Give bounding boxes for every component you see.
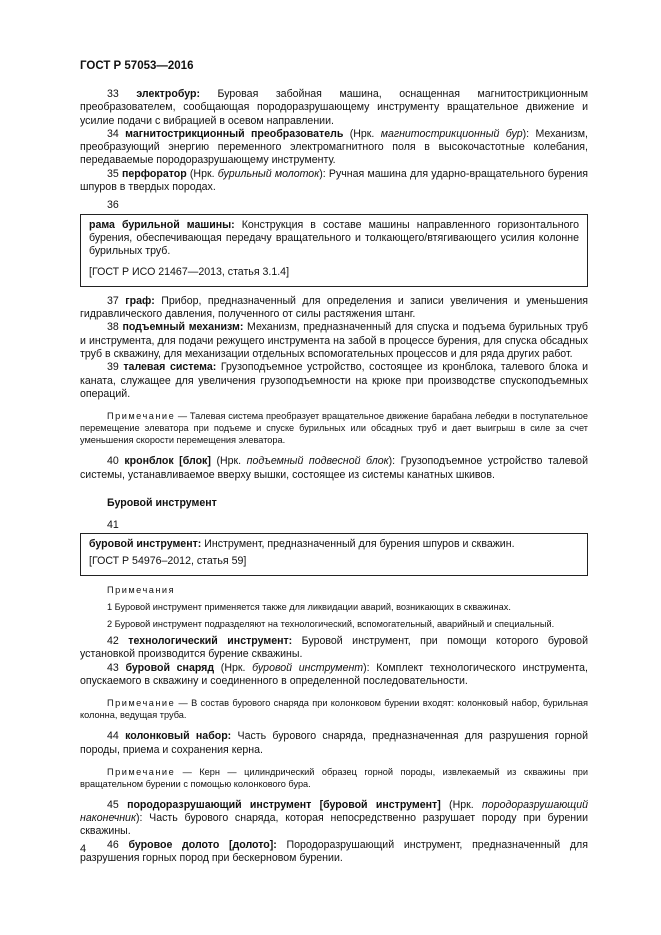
- term-39: 39 талевая система: Грузоподъемное устройство, состоящее из кронблока, талевого блока и каната, служащее для увеличения грузоподъемности на крюке при производстве спускоподъемных операций.: [80, 361, 588, 400]
- term-40: 40 кронблок [блок] (Нрк. подъемный подвесной блок): Грузоподъемное устройство талевой системы, устанавливаемое вверху вышки, состоящее из системы канатных шкивов.: [80, 455, 588, 481]
- term-36-reference: [ГОСТ Р ИСО 21467—2013, статья 3.1.4]: [89, 265, 290, 278]
- notes-41-label: Примечания: [107, 585, 176, 596]
- note-44: Примечание — Керн — цилиндрический образец горной породы, извлекаемый из скважины при вращательном бурении с помощью колонкового бура.: [80, 766, 588, 789]
- term-36-number: 36: [107, 199, 119, 212]
- term-36-box: [80, 214, 588, 287]
- term-37: 37 граф: Прибор, предназначенный для определения и записи увеличения и уменьшения гидравлического давления, полученного от силы растяжения штанг.: [80, 294, 588, 321]
- term-38: 38 подъемный механизм: Механизм, предназначенный для спуска и подъема бурильных труб и инструмента, для подачи режущего инструмента на забой в процессе бурения, для спуска обсадных труб в скважину, для механизации отдельных вспомогательных процессов и для ряда других работ.: [80, 321, 588, 361]
- term-34: 34 магнитострикционный преобразователь (Нрк. магнитострикционный бур): Механизм, преобразующий энергию переменного электромагнитного поля в высокочастотные колебания, передаваемые породоразрушающему инструменту.: [80, 127, 588, 167]
- term-41-number: 41: [107, 519, 119, 532]
- note-43: Примечание — В состав бурового снаряда при колонковом бурении входят: колонковый набор, бурильная колонна, ведущая труба.: [80, 698, 588, 721]
- term-44: 44 колонковый набор: Часть бурового снаряда, предназначенная для разрушения горной породы, приема и сохранения керна.: [80, 730, 588, 756]
- term-45: 45 породоразрушающий инструмент [буровой инструмент] (Нрк. породоразрушающий наконечник): Часть бурового снаряда, которая непосредственно разрушает породу при бурении скважины.: [80, 798, 588, 838]
- term-36: рама бурильной машины: Конструкция в составе машины направленного горизонтального бурения, обеспечивающая передачу вращательного и толкающего/втягивающего усилия колонне бурильных труб.: [89, 218, 579, 258]
- note-41-1: 1 Буровой инструмент применяется также для ликвидации аварий, возникающих в скважинах.: [107, 602, 511, 613]
- note-39: Примечание — Талевая система преобразует вращательное движение барабана лебедки в поступательное перемещение элеватора при подъеме и спуске бурильных или обсадных труб и дает выигрыш в силе за счет уменьшения скорости перемещения элеватора.: [80, 411, 588, 446]
- document-body: [80, 88, 588, 865]
- section-heading: Буровой инструмент: [107, 496, 217, 509]
- term-46: 46 буровое долото [долото]: Породоразрушающий инструмент, предназначенный для разрушения горных пород при бескерновом бурении.: [80, 838, 588, 864]
- note-41-2: 2 Буровой инструмент подразделяют на технологический, вспомогательный, аварийный и специальный.: [107, 619, 555, 630]
- term-41-box: [80, 533, 588, 576]
- term-41: буровой инструмент: Инструмент, предназначенный для бурения шпуров и скважин.: [89, 538, 515, 551]
- term-42: 42 технологический инструмент: Буровой инструмент, при помощи которого буровой установкой производится бурение скважины.: [80, 635, 588, 661]
- standard-header: ГОСТ Р 57053—2016: [80, 60, 194, 72]
- term-41-reference: [ГОСТ Р 54976–2012, статья 59]: [89, 554, 247, 567]
- page-number: 4: [80, 843, 87, 855]
- term-35: 35 перфоратор (Нрк. бурильный молоток): Ручная машина для ударно-вращательного бурения шпуров в твердых породах.: [80, 167, 588, 194]
- term-33: 33 электробур: Буровая забойная машина, оснащенная магнитострикционным преобразователем, сообщающая породоразрушающему инструменту вращательное движение и усилие подачи с вибрацией в осевом направлении.: [80, 88, 588, 127]
- term-43: 43 буровой снаряд (Нрк. буровой инструмент): Комплект технологического инструмента, опускаемого в скважину и соединенного в определенной последовательности.: [80, 661, 588, 687]
